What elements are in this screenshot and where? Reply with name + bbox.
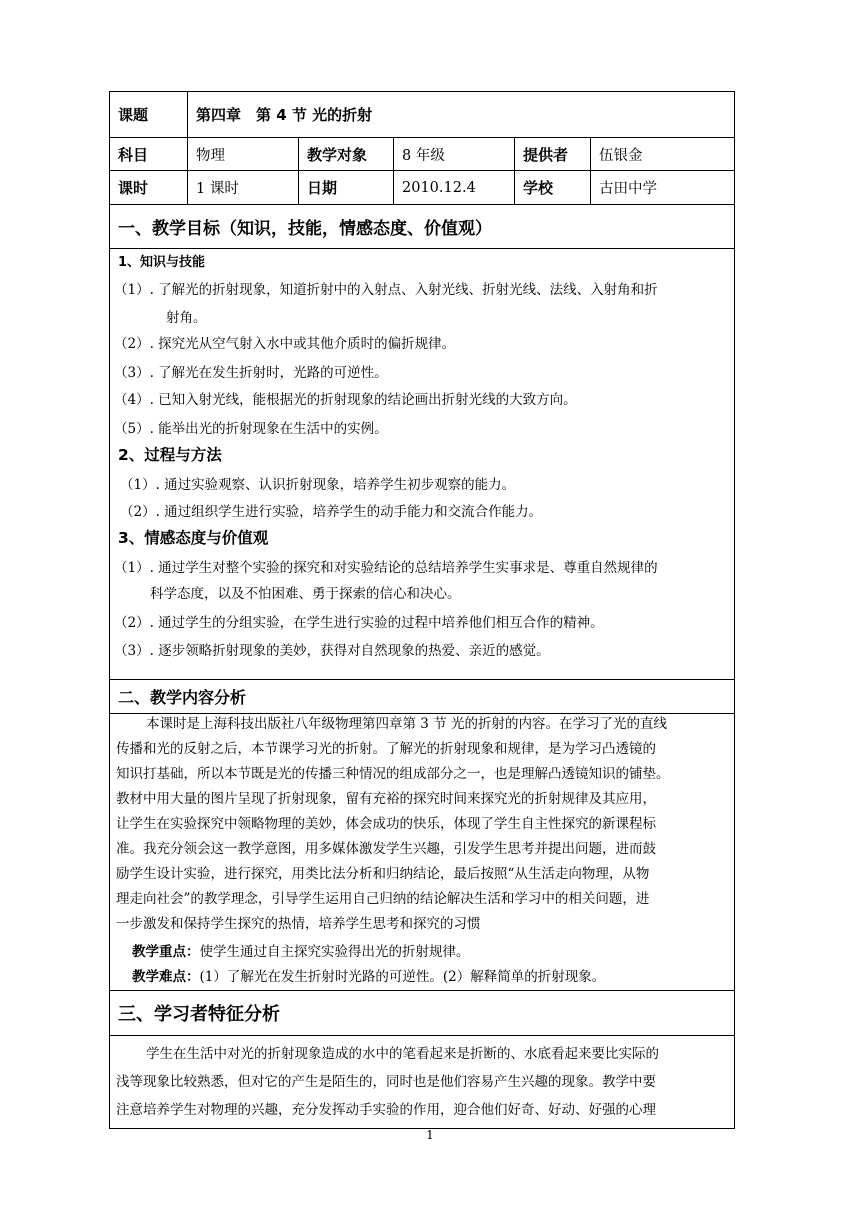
difficulty-text: (1）了解光在发生折射时光路的可逆性。(2）解释简单的折射现象。 [199,969,606,985]
key-point-label: 教学重点： [132,944,200,960]
content-paragraph-line: 传播和光的反射之后，本节课学习光的折射。了解光的折射现象和规律，是为学习凸透镜的 [116,741,656,757]
emotion-heading: 3、情感态度与价值观 [118,529,269,547]
content-paragraph-line: 准。我充分领会这一教学意图，用多媒体激发学生兴趣，引发学生思考并提出问题，进而鼓 [116,841,656,857]
provider-value: 伍银金 [599,147,643,164]
period-value: 1 课时 [188,171,299,204]
knowledge-item-cont: 射角。 [166,310,207,326]
section1-body [110,249,734,680]
learner-paragraph-line: 学生在生活中对光的折射现象造成的水中的笔看起来是折断的、水底看起来要比实际的 [146,1046,659,1062]
subject-label: 科目 [110,138,188,170]
knowledge-heading: 1、知识与技能 [118,255,206,270]
subject-value: 物理 [188,138,299,170]
content-paragraph-line: 理走向社会”的教学理念，引导学生运用自己归纳的结论解决生活和学习中的相关问题，进 [116,891,650,907]
audience-value: 8 年级 [394,138,515,170]
knowledge-item: （3）. 了解光在发生折射时，光路的可逆性。 [114,365,388,381]
period-label: 课时 [110,171,188,204]
topic-label: 课题 [110,92,188,137]
learner-paragraph-line: 浅等现象比较熟悉，但对它的产生是陌生的，同时也是他们容易产生兴趣的现象。教学中要 [116,1074,656,1090]
process-item: （2）. 通过组织学生进行实验，培养学生的动手能力和交流合作能力。 [120,504,543,520]
content-paragraph-line: 知识打基础，所以本节既是光的传播三种情况的组成部分之一，也是理解凸透镜知识的铺垫。 [116,766,670,782]
emotion-item: （3）. 逐步领略折射现象的美妙，获得对自然现象的热爱、亲近的感觉。 [114,643,550,659]
difficulty-label: 教学难点： [132,969,200,985]
knowledge-item: （5）. 能举出光的折射现象在生活中的实例。 [114,421,388,437]
content-paragraph-line: 励学生设计实验，进行探究，用类比法分析和归纳结论，最后按照“从生活走向物理，从物 [116,866,650,882]
section3-title: 三、学习者特征分析 [110,991,734,1036]
lesson-plan-table [109,91,735,1129]
process-heading: 2、过程与方法 [118,446,222,464]
content-paragraph-line: 一步激发和保持学生探究的热情，培养学生思考和探究的习惯 [116,916,481,932]
audience-label: 教学对象 [299,138,394,170]
process-item: （1）. 通过实验观察、认识折射现象，培养学生初步观察的能力。 [120,477,516,493]
emotion-item-cont: 科学态度，以及不怕困难、勇于探索的信心和决心。 [150,586,461,602]
date-value: 2010.12.4 [394,171,515,204]
difficulty-point [132,967,605,987]
knowledge-item: （4）. 已知入射光线，能根据光的折射现象的结论画出折射光线的大致方向。 [114,392,577,408]
subject-row [110,138,734,171]
knowledge-item: （1）. 了解光的折射现象，知道折射中的入射点、入射光线、折射光线、法线、入射角和折 [114,282,658,298]
date-label: 日期 [299,171,394,204]
period-row [110,171,734,205]
emotion-item: （1）. 通过学生对整个实验的探究和对实验结论的总结培养学生实事求是、尊重自然规律的 [114,560,658,576]
knowledge-item: （2）. 探究光从空气射入水中或其他介质时的偏折规律。 [114,336,456,352]
content-paragraph-line: 让学生在实验探究中领略物理的美妙，体会成功的快乐，体现了学生自主性探究的新课程标 [116,816,656,832]
section2-body [110,714,734,991]
topic-row [110,92,734,138]
provider-label: 提供者 [515,138,591,170]
page-number: 1 [426,1128,434,1142]
content-paragraph-line: 本课时是上海科技出版社八年级物理第四章第 3 节 光的折射的内容。在学习了光的直线 [146,716,667,732]
section1-title: 一、教学目标（知识，技能，情感态度、价值观） [110,205,734,249]
learner-paragraph-line: 注意培养学生对物理的兴趣，充分发挥动手实验的作用，迎合他们好奇、好动、好强的心理 [116,1102,656,1118]
topic-value: 第四章 第 4 节 光的折射 [196,106,373,124]
school-label: 学校 [515,171,591,204]
key-point-text: 使学生通过自主探究实验得出光的折射规律。 [199,944,470,960]
school-value: 古田中学 [599,181,657,197]
content-paragraph-line: 教材中用大量的图片呈现了折射现象，留有充裕的探究时间来探究光的折射规律及其应用， [116,791,656,807]
section3-body [110,1036,734,1128]
section2-title: 二、教学内容分析 [110,680,734,714]
emotion-item: （2）. 通过学生的分组实验，在学生进行实验的过程中培养他们相互合作的精神。 [114,615,604,631]
key-point [132,942,470,962]
